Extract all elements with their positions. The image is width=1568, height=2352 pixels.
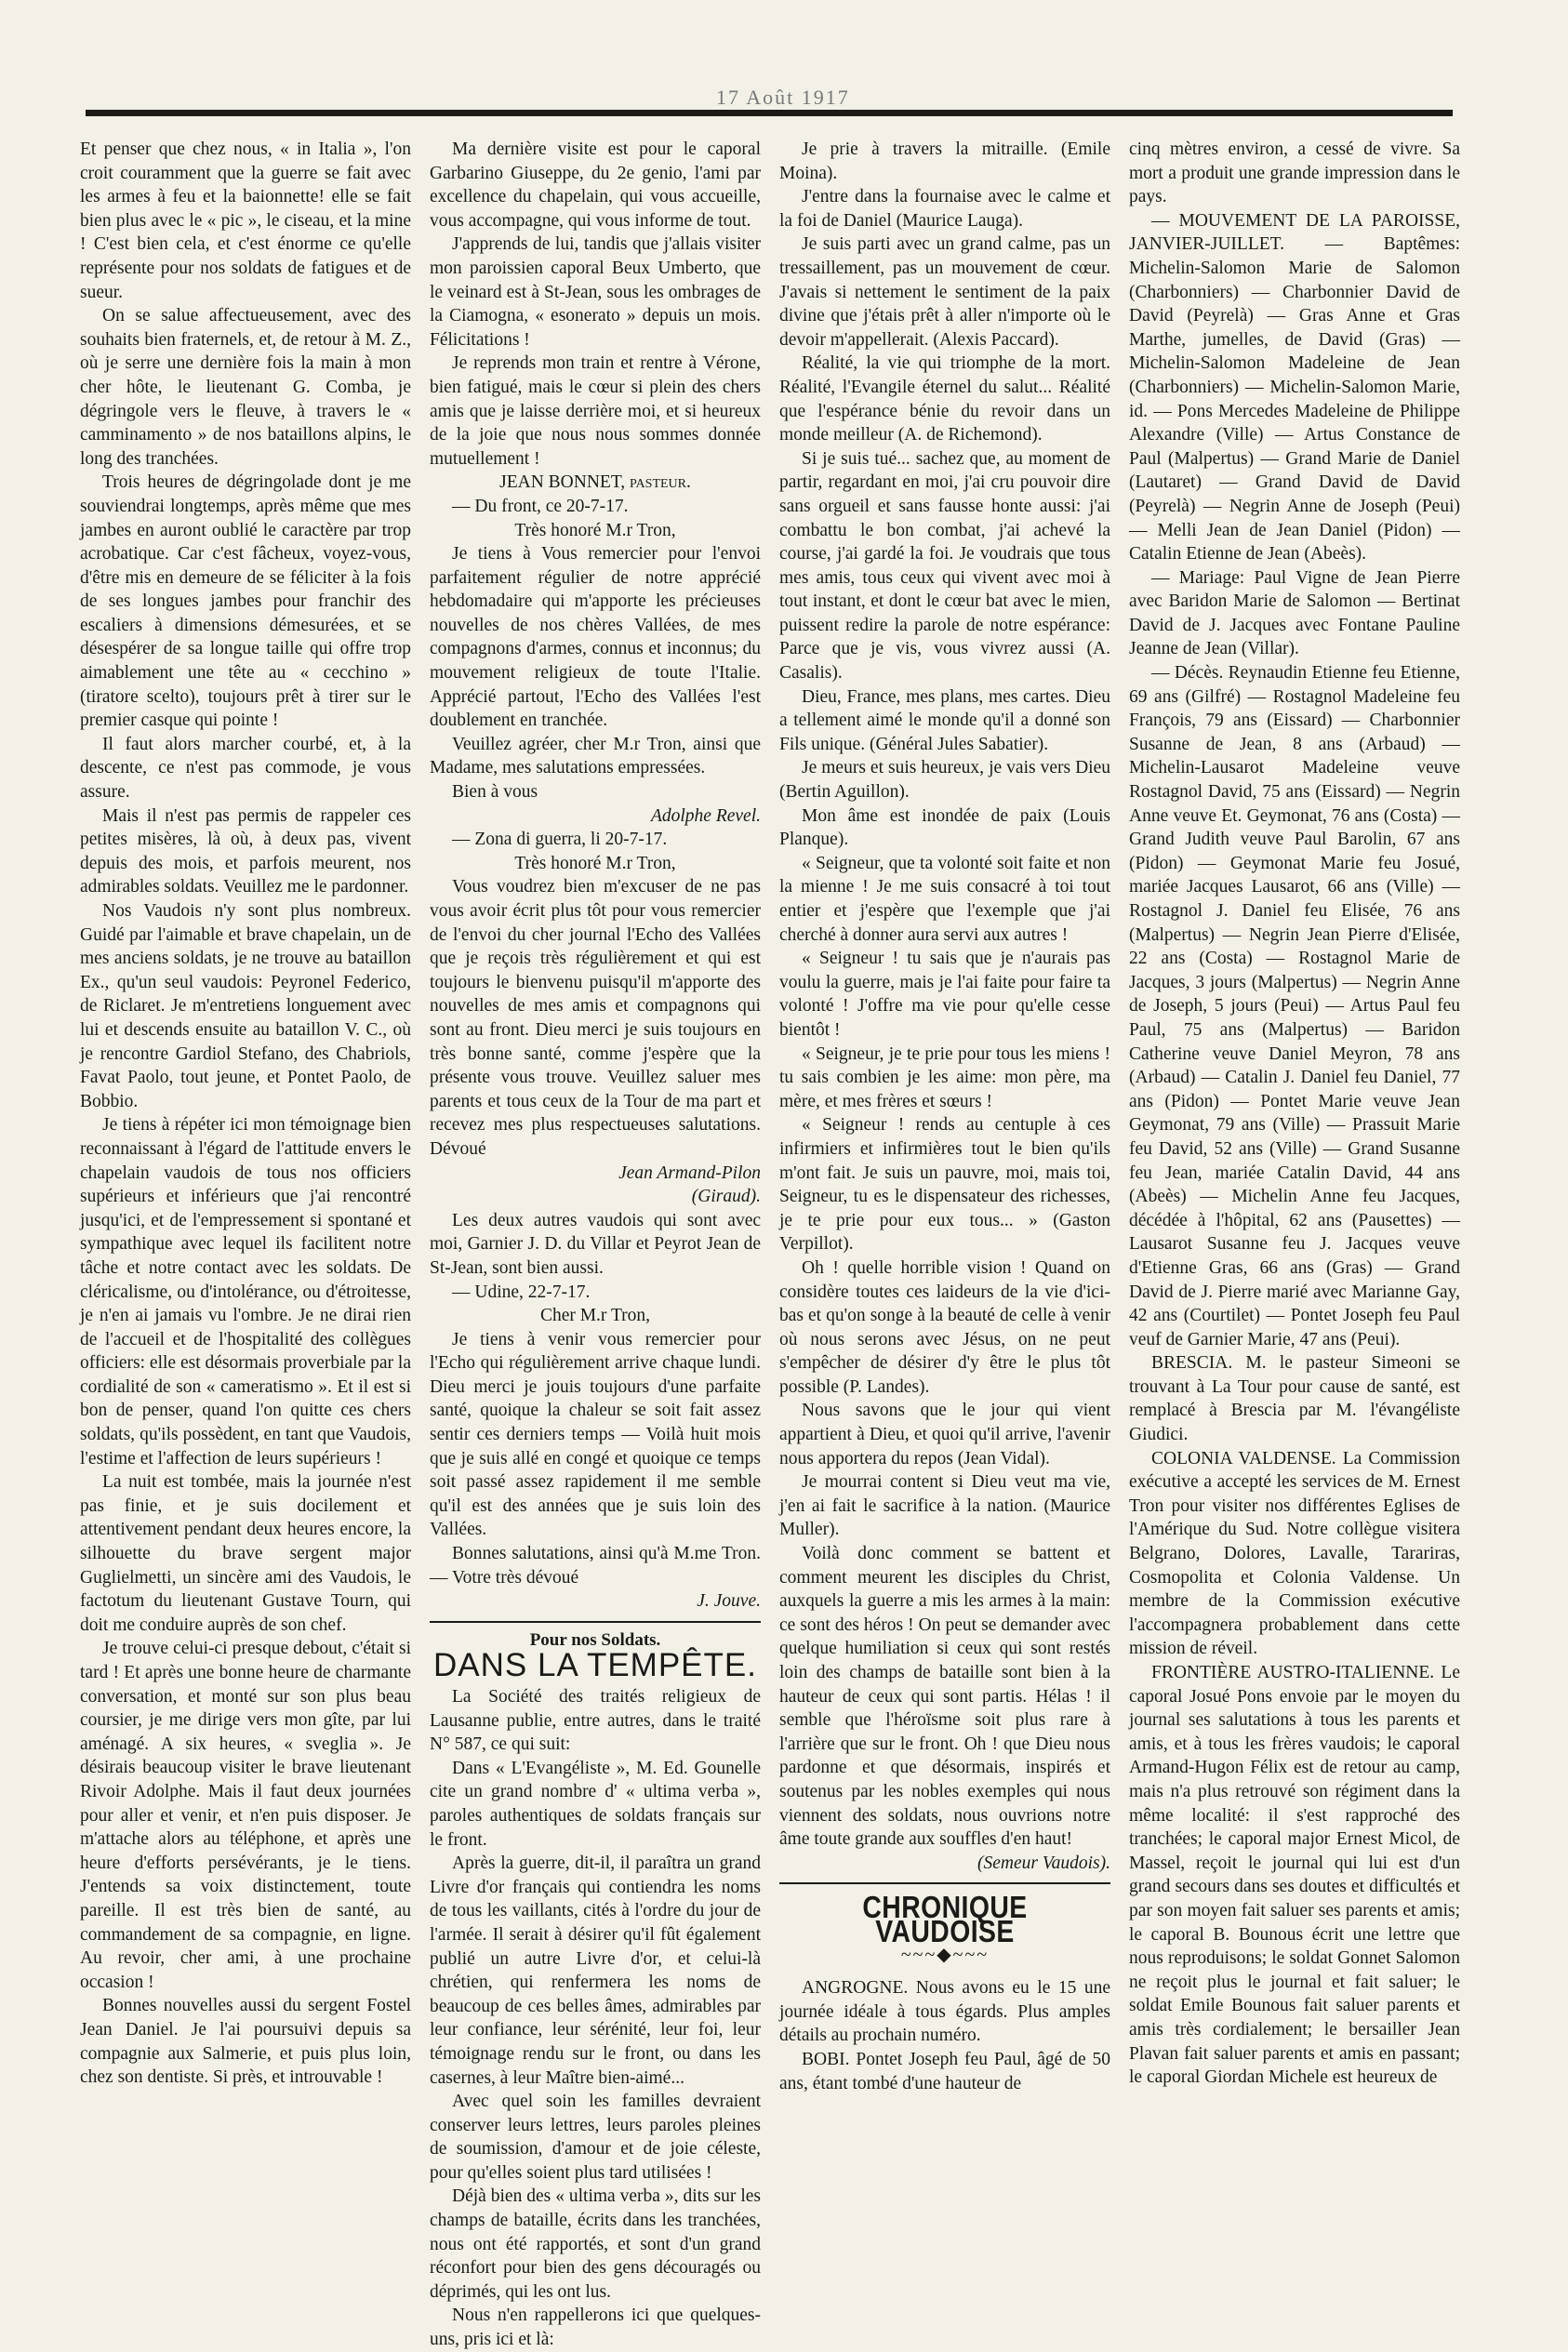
quote: Je meurs et suis heureux, je vais vers Dieu (Bertin Aguillon). <box>779 758 1110 803</box>
source-signature: (Semeur Vaudois). <box>977 1853 1110 1873</box>
paragraph: FRONTIÈRE AUSTRO-ITALIENNE. Le caporal Josué Pons envoie par le moyen du journal ses salutations à tous les parents et amis, et à tous les frères vaudois; le caporal Armand-Hugon Félix est de retour au camp, mais n'a plus retrouvé son régiment dans la même localité: il s'est rapproché des tranchées; le caporal major Ernest Micol, de Massel, reçoit le journal qui lui est d'un grand secours dans ses doutes et difficultés et par son moyen fait saluer ses parents et amis; le caporal B. Bounous écrit une lettre que nous reproduisons; le soldat Gonnet Salomon ne reçoit plus le journal et fait saluer; le soldat Emile Bounous fait saluer parents et amis très cordialement; le bersailler Jean Plavan fait saluer parents et amis en passant; le caporal Giordan Michele est heureux de <box>1129 1663 1460 2088</box>
quote: « Seigneur ! rends au centuple à ces infirmiers et infirmières tout le bien qu'ils m'ont fait. Je suis un pauvre, moi, mais toi, Seigneur, tu es le dispensateur des richesses, je te prie pour eux tous... » (Gaston Verpillot). <box>779 1115 1110 1255</box>
letter-salutation: Cher M.r Tron, <box>539 1306 651 1326</box>
section-title: CHRONIQUE VAUDOISE <box>862 1890 1028 1948</box>
paragraph: Ma dernière visite est pour le caporal Garbarino Giuseppe, du 2e genio, l'ami par excellence du chapelain, qui vous accueille, vous accompagne, qui vous informe de tout. <box>430 140 761 231</box>
paragraph: J'apprends de lui, tandis que j'allais visiter mon paroissien caporal Beux Umberto, que le veinard est à St-Jean, sous les ombrages de la Ciamogna, « esonerato » depuis un mois. Félicitations ! <box>430 234 761 350</box>
paragraph: Et penser que chez nous, « in Italia », l'on croit couramment que la guerre se fait avec les armes à feu et la baionnette! elle se fait bien plus avec le « pic », le ciseau, et la mine ! C'est bien cela, et c'est énorme ce qu'elle représente pour nos soldats de fatigues et de sueur. <box>80 140 411 302</box>
paragraph: cinq mètres environ, a cessé de vivre. Sa mort a produit une grande impression dans le pays. <box>1129 140 1460 207</box>
quote: « Seigneur, je te prie pour tous les miens ! tu sais combien je les aime: mon père, ma mère, et mes frères et sœurs ! <box>779 1043 1110 1111</box>
paragraph: La Société des traités religieux de Lausanne publie, entre autres, dans le traité N° 587, ce qui suit: <box>430 1687 761 1755</box>
quote: Mon âme est inondée de paix (Louis Planque). <box>779 805 1110 850</box>
section-headline: DANS LA TEMPÊTE. <box>433 1647 757 1684</box>
paragraph: Bonnes nouvelles aussi du sergent Fostel Jean Daniel. Je l'ai poursuivi depuis sa compagnie aux Salmerie, et puis plus loin, chez son dentiste. Si près, et introuvable ! <box>80 1996 411 2088</box>
paragraph: — Mariage: Paul Vigne de Jean Pierre avec Baridon Marie de Salomon — Bertinat David de J. Jacques avec Fontane Pauline Jeanne de Jean (Villar). <box>1129 567 1460 659</box>
columns <box>80 138 1462 2350</box>
paragraph: Mais il n'est pas permis de rappeler ces petites misères, là où, à deux pas, vivent depuis des mois, et parfois meurent, nos admirables soldats. Veuillez me le pardonner. <box>80 805 411 897</box>
quote: « Seigneur, que ta volonté soit faite et non la mienne ! Je me suis consacré à toi tout entier et j'espère que l'exemple que j'ai cherché à donner aura servi aux autres ! <box>779 853 1110 945</box>
paragraph: BRESCIA. M. le pasteur Simeoni se trouvant à La Tour pour cause de santé, est remplacé à Brescia par M. l'évangéliste Giudici. <box>1129 1353 1460 1445</box>
paragraph: Avec quel soin les familles devraient conserver leurs lettres, leurs paroles pleines de soumission, d'amour et de joie céleste, pour qu'elles soient plus tard utilisées ! <box>430 2092 761 2183</box>
paragraph: Trois heures de dégringolade dont je me souviendrai longtemps, après même que mes jambes en auront oublié le caractère par trop acrobatique. Car c'est fâcheux, voyez-vous, d'être mis en demeure de se féliciter à la fois de ses longues jambes pour franchir des escaliers à dimensions démesurées, et se désespérer de sa longue taille qui offre trop aimablement une tête au « cecchino » (tiratore scelto), toujours prêt à tirer sur le premier casque qui pointe ! <box>80 472 411 731</box>
signature: JEAN BONNET, pasteur. <box>499 472 691 493</box>
quote: « Seigneur ! tu sais que je n'aurais pas voulu la guerre, mais je l'ai faite pour faire ta volonté ! J'offre ma vie pour qu'elle cesse bientôt ! <box>779 949 1110 1040</box>
paragraph: Je tiens à répéter ici mon témoignage bien reconnaissant à l'égard de l'attitude envers le chapelain vaudois de tous nos officiers supérieurs et inférieurs que j'ai rencontré jusqu'ici, et de l'empressement si spontané et sympathique avec lequel ils facilitent notre tâche et notre contact avec les soldats. De cléricalisme, ou d'intolérance, ou d'étroitesse, je n'en ai jamais vu l'ombre. Je ne dirai rien de l'accueil et de l'hospitalité des collègues officiers: elle est désormais proverbiale par la cordialité de son « cameratismo ». Et il est si bon de penser, quand l'on quitte ces chers soldats, qu'ils possèdent, en tant que Vaudois, l'estime et l'affection de leurs supérieurs ! <box>80 1115 411 1468</box>
letter-close: Bien à vous <box>452 782 538 803</box>
quote: Oh ! quelle horrible vision ! Quand on considère toutes ces laideurs de la vie d'ici-bas et qu'on songe à la beauté de celle à venir où nous serons avec Jésus, on ne peut s'empêcher de désirer d'y être le plus tôt possible (P. Landes). <box>779 1257 1110 1397</box>
section-rule <box>779 1882 1110 1884</box>
letter-place: — Zona di guerra, li 20-7-17. <box>452 830 668 850</box>
column-3 <box>779 138 1110 2249</box>
quote: Dieu, France, mes plans, mes cartes. Dieu a tellement aimé le monde qu'il a donné son Fils unique. (Général Jules Sabatier). <box>779 686 1110 754</box>
column-1 <box>80 138 411 2249</box>
paragraph: — MOUVEMENT DE LA PAROISSE, JANVIER-JUILLET. — Baptêmes: Michelin-Salomon Marie de Salomon (Charbonniers) — Charbonnier David de David (Peyrelà) — Gras Anne et Gras Marthe, jumelles, de David (Gras) — Michelin-Salomon Madeleine de Jean (Charbonniers) — Michelin-Salomon Marie, id. — Pons Mercedes Madeleine de Philippe Alexandre (Ville) — Artus Constance de Paul (Malpertus) — Grand Marie de Daniel (Lautaret) — Grand David de David (Peyrelà) — Negrin Anne de Joseph (Peui) — Melli Jean de Jean Daniel (Pidon) — Catalin Etienne de Jean (Abeès). <box>1129 210 1460 565</box>
paragraph: Il faut alors marcher courbé, et, à la descente, ce n'est pas commode, je vous assure. <box>80 734 411 803</box>
letter-signature: J. Jouve. <box>697 1591 761 1612</box>
header-rule <box>86 110 1453 116</box>
paragraph: Je reprends mon train et rentre à Vérone, bien fatigué, mais le cœur si plein des chers amis que je laisse derrière moi, et si heureux de la joie que nous nous sommes donnée mutuellement ! <box>430 353 761 469</box>
paragraph: ANGROGNE. Nous avons eu le 15 une journée idéale à tous égards. Plus amples détails au prochain numéro. <box>779 1978 1110 2046</box>
quote: Nous savons que le jour qui vient appartient à Dieu, et quoi qu'il arrive, l'avenir nous apportera du repos (Jean Vidal). <box>779 1401 1110 1468</box>
ornament: ~~~◆~~~ <box>900 1944 990 1965</box>
paragraph: COLONIA VALDENSE. La Commission exécutive a accepté les services de M. Ernest Tron pour visiter nos différentes Eglises de l'Amérique du Sud. Notre collègue visitera Belgrano, Dolores, Lavalle, Tarariras, Cosmopolita et Colonia Valdense. Un membre de la Commission exécutive l'accompagnera probablement dans cette mission de réveil. <box>1129 1448 1460 1659</box>
section-rule <box>430 1621 761 1623</box>
paragraph: Dans « L'Evangéliste », M. Ed. Gounelle cite un grand nombre d' « ultima verba », paroles authentiques de soldats français sur le front. <box>430 1758 761 1850</box>
letter-signature: Jean Armand-Pilon <box>618 1163 761 1183</box>
letter-body: Vous voudrez bien m'excuser de ne pas vous avoir écrit plus tôt pour vous remercier de l'envoi du cher journal l'Echo des Vallées que je reçois très régulièrement et qui est toujours le bienvenu puisqu'il m'apporte des nouvelles de mes amis et compagnons qui sont au front. Dieu merci je suis toujours en très bonne santé, comme j'espère que la présente vous trouve. Veuillez saluer mes parents et tous ceux de la Tour de ma part et recevez mes plus respectueuses salutations. Dévoué <box>430 877 761 1159</box>
paragraph: BOBI. Pontet Joseph feu Paul, âgé de 50 ans, étant tombé d'une hauteur de <box>779 2049 1110 2093</box>
quote: J'entre dans la fournaise avec le calme et la foi de Daniel (Maurice Lauga). <box>779 187 1110 231</box>
column-4 <box>1129 138 1460 2249</box>
letter-salutation: Très honoré M.r Tron, <box>514 520 676 540</box>
letter-signature-note: (Giraud). <box>691 1187 761 1207</box>
paragraph: Après la guerre, dit-il, il paraîtra un grand Livre d'or français qui contiendra les noms de tous les vaillants, cités à l'ordre du jour de l'armée. Il serait à désirer qu'il fût également publié un autre Livre d'or, et celui-là chrétien, qui renfermera les noms de beaucoup de ces belles âmes, admirables par leur confiance, leur sérénité, leur foi, leur témoignage rendu sur le front, ou dans les casernes, à leur Maître bien-aimé... <box>430 1854 761 2088</box>
paragraph: La nuit est tombée, mais la journée n'est pas finie, et je suis docilement et attentivement pendant deux heures encore, la silhouette du brave sergent major Guglielmetti, un sincère ami des Vaudois, le factotum du lieutenant Gustave Tourn, qui doit me conduire auprès de son chef. <box>80 1472 411 1635</box>
paragraph: Je trouve celui-ci presque debout, c'était si tard ! Et après une bonne heure de charmante conversation, et monté sur son plus beau coursier, je me dirige vers mon gîte, par lui aménagé. A six heures, « sveglia ». Je désirais beaucoup visiter le brave lieutenant Rivoir Adolphe. Mais il faut deux journées pour aller et venir, et n'en puis disposer. Je m'attache alors au téléphone, et après une heure d'efforts persévérants, je le tiens. J'entends sa voix distinctement, toute pareille. Il est très bien de santé, au commandement de sa compagnie, en ligne. Au revoir, cher ami, à une prochaine occasion ! <box>80 1639 411 1992</box>
quote: Je suis parti avec un grand calme, pas un tressaillement, pas un mouvement de cœur. J'avais si nettement le sentiment de la paix divine que j'étais prêt à aller n'importe où le devoir m'appellerait. (Alexis Paccard). <box>779 234 1110 350</box>
quote: Si je suis tué... sachez que, au moment de partir, regardant en moi, j'ai cru pouvoir dire sans orgueil et sans fausse honte aussi: j'ai combattu le bon combat, j'ai achevé la course, j'ai gardé la foi. Je voudrais que tous mes amis, tous ceux qui vivent avec moi à tout instant, et dont le cœur bat avec le mien, puissent redire la parole de notre espérance: Parce que je vis, vous vivrez aussi (A. Casalis). <box>779 448 1110 684</box>
letter-body: Les deux autres vaudois qui sont avec moi, Garnier J. D. du Villar et Peyrot Jean de St-Jean, sont bien aussi. <box>430 1210 761 1278</box>
paragraph: Déjà bien des « ultima verba », dits sur les champs de bataille, écrits dans les tranchées, nous ont été rapportés, et sont d'un grand réconfort pour bien des gens découragés ou déprimés, qui les ont lus. <box>430 2186 761 2302</box>
paragraph: On se salue affectueusement, avec des souhaits bien fraternels, et, de retour à M. Z., où je serre une dernière fois la main à mon cher hôte, le lieutenant G. Comba, je dégringole vers le fleuve, à travers le « camminamento » de nos bataillons alpins, le long des tranchées. <box>80 306 411 469</box>
letter-place: — Du front, ce 20-7-17. <box>452 496 629 516</box>
paragraph: Nous n'en rappellerons ici que quelques-uns, pris ici et là: <box>430 2305 761 2350</box>
paragraph: — Décès. Reynaudin Etienne feu Etienne, 69 ans (Gilfré) — Rostagnol Madeleine feu François, 79 ans (Eissard) — Charbonnier Susanne de Jean, 8 ans (Arbaud) — Michelin-Lausarot Madeleine veuve Rostagnol David, 75 ans (Eissard) — Negrin Anne veuve Et. Geymonat, 76 ans (Costa) — Grand Judith veuve Paul Barolin, 67 ans (Pidon) — Geymonat Marie feu Josué, mariée Jacques Lausarot, 66 ans (Ville) — Rostagnol J. Daniel feu Elisée, 76 ans (Malpertus) — Negrin Jean Pierre d'Elisée, 22 ans (Costa) — Rostagnol Marie de Jacques, 3 jours (Malpertus) — Negrin Anne de Joseph, 5 jours (Peui) — Artus Paul feu Paul, 75 ans (Malpertus) — Baridon Catherine veuve Daniel Meyron, 78 ans (Arbaud) — Catalin J. Daniel feu Daniel, 77 ans (Pidon) — Pontet Marie veuve Jean Geymonat, 79 ans (Ville) — Prassuit Marie feu David, 52 ans (Ville) — Grand Susanne feu Jean, mariée Catalin David, 44 ans (Abeès) — Michelin Anne feu Jacques, décédée à l'hôpital, 62 ans (Pausettes) — Lausarot Susanne feu J. Jacques veuve d'Etienne Gras, 66 ans (Gras) — Grand David de J. Pierre marié avec Marianne Gay, 42 ans (Courtilet) — Pontet Joseph feu Paul veuf de Garnier Marie, 47 ans (Peui). <box>1129 663 1460 1349</box>
letter-salutation: Très honoré M.r Tron, <box>514 853 676 873</box>
quote: Je prie à travers la mitraille. (Emile Moina). <box>779 140 1110 183</box>
column-2 <box>430 138 761 2350</box>
letter-signature: Adolphe Revel. <box>650 805 761 826</box>
quote: Réalité, la vie qui triomphe de la mort. Réalité, l'Evangile éternel du salut... Réalité que l'espérance bénie du revoir dans un monde meilleur (A. de Richemond). <box>779 353 1110 445</box>
section-kicker: Pour nos Soldats. <box>529 1629 661 1650</box>
letter-body: Veuillez agréer, cher M.r Tron, ainsi que Madame, mes salutations empressées. <box>430 734 761 778</box>
date-stamp: 17 Août 1917 <box>716 86 850 109</box>
paragraph: Voilà donc comment se battent et comment meurent les disciples du Christ, auxquels la guerre a mis les armes à la main: ce sont des héros ! On peut se demander avec quelque humiliation si ceux qui sont restés loin des champs de bataille sont bien à la hauteur de ceux qui sont partis. Hélas ! il semble que l'héroïsme soit plus rare à l'arrière que sur le front. Oh ! que Dieu nous pardonne et que désormais, inspirés et soutenus par les nobles exemples qui nous viennent des soldats, nous ouvrions notre âme toute grande aux souffles d'en haut! <box>779 1544 1110 1850</box>
letter-place: — Udine, 22-7-17. <box>452 1282 591 1302</box>
quote: Je mourrai content si Dieu veut ma vie, j'en ai fait le sacrifice à la nation. (Maurice Muller). <box>779 1472 1110 1540</box>
letter-body: Je tiens à Vous remercier pour l'envoi parfaitement régulier de notre apprécié hebdomadaire qui m'apporte les précieuses nouvelles de nos chères Vallées, de mes compagnons d'armes, connus et inconnus; du mouvement religieux de toute l'Italie. Apprécié partout, l'Echo des Vallées l'est doublement en tranchée. <box>430 544 761 731</box>
paragraph: Nos Vaudois n'y sont plus nombreux. Guidé par l'aimable et brave chapelain, un de mes anciens soldats, je ne trouve au bataillon Ex., qu'un seul vaudois: Peyronel Federico, de Riclaret. Je m'entretiens longuement avec lui et descends ensuite au bataillon V. C., où je rencontre Gardiol Stefano, des Chabriols, Favat Paolo, tout jeune, et Pontet Paolo, de Bobbio. <box>80 901 411 1111</box>
letter-body: Bonnes salutations, ainsi qu'à M.me Tron. — Votre très dévoué <box>430 1544 761 1588</box>
letter-body: Je tiens à venir vous remercier pour l'Echo qui régulièrement arrive chaque lundi. Dieu merci je jouis toujours d'une parfaite santé, quoique la chaleur se soit fait assez sentir ces derniers temps — Voilà huit mois que je suis allé en congé et quoique ce temps soit passé assez rapidement il me semble qu'il est des années que je suis loin des Vallées. <box>430 1329 761 1540</box>
